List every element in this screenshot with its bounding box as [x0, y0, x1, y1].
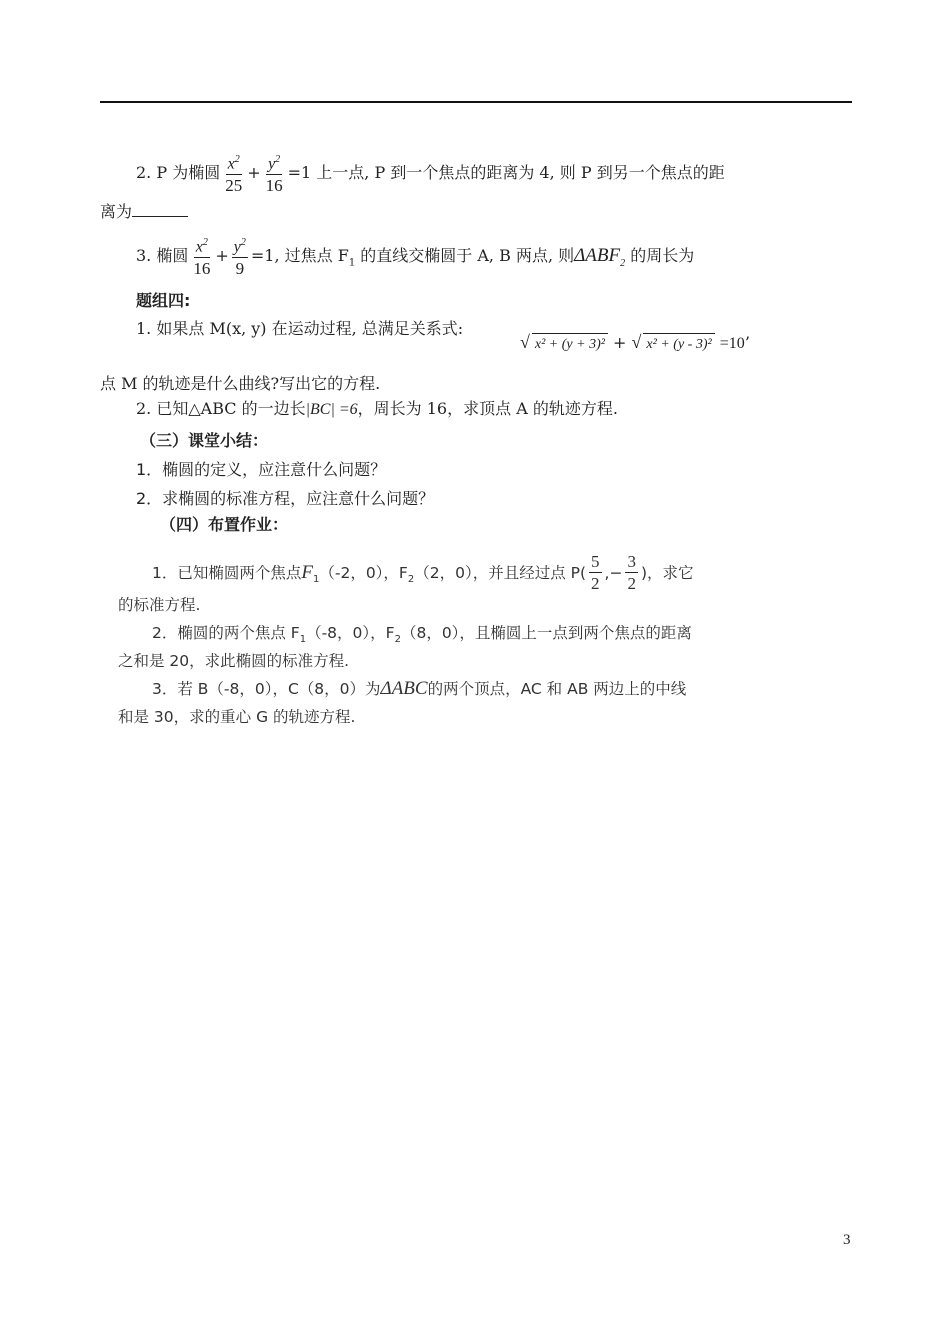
fraction-y2-9: $\frac{y^2}{9}$: [232, 233, 248, 280]
group-4-problem-2: 2. 已知△ABC 的一边长|BC| =6，周长为 16，求顶点 A 的轨迹方程.: [136, 399, 618, 418]
triangle-abc: ΔABC: [380, 678, 428, 699]
problem-2-prefix: 2. P 为椭圆: [136, 163, 221, 183]
problem-2-continuation: 离为: [100, 201, 188, 223]
fraction-3-2: $\frac{3}{2}$: [627, 552, 636, 593]
homework-q3-continuation: 和是 30，求的重心 G 的轨迹方程.: [118, 708, 356, 726]
triangle-abf2: $\Delta ABF_2$: [574, 245, 626, 269]
homework-heading: （四）布置作业：: [160, 515, 289, 534]
fraction-y2-16: $\frac{y^2}{16}$: [264, 150, 285, 197]
sqrt-symbol: √: [520, 332, 530, 352]
homework-q2-continuation: 之和是 20，求此椭圆的标准方程.: [118, 652, 350, 670]
page-number: 3: [843, 1232, 851, 1248]
bc-length: |BC| =6: [305, 401, 358, 418]
problem-3-prefix: 3. 椭圆: [136, 246, 189, 266]
homework-q1-continuation: 的标准方程.: [118, 596, 201, 614]
group-4-problem-1: 1. 如果点 M(x, y) 在运动过程, 总满足关系式:: [136, 319, 464, 338]
group-4-problem-1-continuation: 点 M 的轨迹是什么曲线?写出它的方程.: [100, 374, 381, 393]
fraction-x2-16: $\frac{x^2}{16}$: [191, 233, 212, 280]
summary-heading: （三）课堂小结：: [140, 431, 269, 450]
problem-2-suffix: =1 上一点, P 到一个焦点的距离为 4, 则 P 到另一个焦点的距: [287, 163, 725, 183]
distance-equation: √ x² + (y + 3)² + √ x² + (y - 3)² =10’: [520, 331, 750, 356]
fraction-5-2: $\frac{5}{2}$: [591, 552, 600, 593]
summary-item-2: 2．求椭圆的标准方程，应注意什么问题？: [136, 489, 435, 508]
plus-sign: +: [247, 163, 261, 183]
problem-3-line: 3. 椭圆 $\frac{x^2}{16}$ + $\frac{y^2}{9}$ =1, 过焦点 $F_1$ 的直线交椭圆于 A, B 两点, 则$\Delta ABF_2$ 的周长为: [136, 233, 694, 280]
homework-q3: 3．若 B（-8，0），C（8，0）为ΔABC的两个顶点，AC 和 AB 两边上的中线: [152, 678, 687, 699]
homework-q2: 2．椭圆的两个焦点 $F_1(-8$，0），$F_2(8$，0），且椭圆上一点到两个焦点的距离: [152, 624, 692, 646]
fraction-x2-25: $\frac{x^2}{25}$: [223, 150, 244, 197]
answer-blank: [132, 202, 188, 217]
homework-q1: 1．已知椭圆两个焦点$F_1(-2$，0），$F_2(2$，0），并且经过点 P( $\frac{5}{2}$ ,− $\frac{3}{2}$ )，求它: [152, 552, 694, 593]
group-4-heading: 题组四:: [136, 291, 191, 310]
summary-item-1: 1．椭圆的定义，应注意什么问题？: [136, 460, 387, 479]
header-rule: [100, 101, 852, 103]
problem-2-line: [136, 150, 725, 197]
